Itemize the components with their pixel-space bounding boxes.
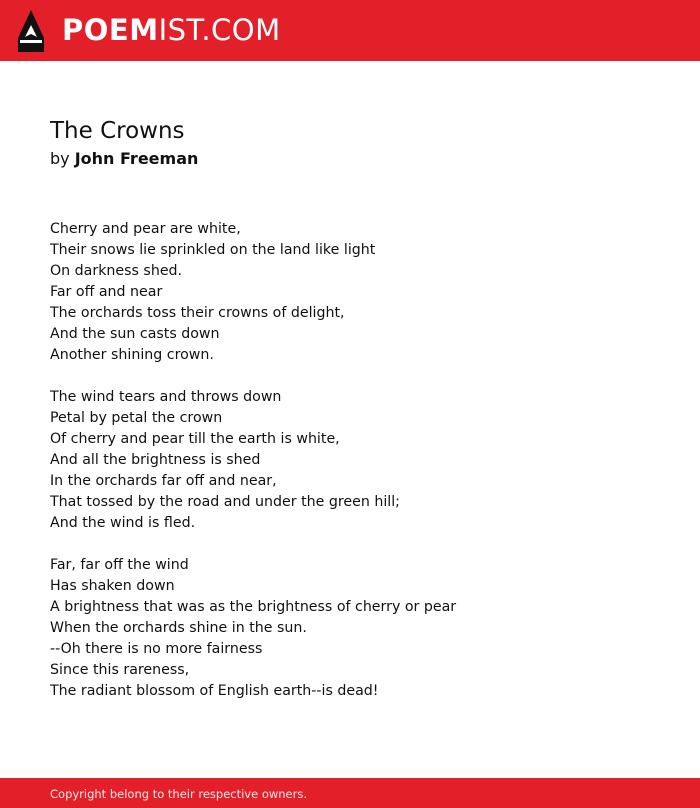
poem-line: Since this rareness, — [50, 662, 190, 678]
poem-line: A brightness that was as the brightness of cherry or pear — [50, 599, 457, 615]
poem-title: The Crowns — [50, 118, 185, 144]
poem-line: Far off and near — [50, 284, 163, 300]
poem-line: That tossed by the road and under the green hill; — [50, 494, 400, 510]
poem-line: Another shining crown. — [50, 347, 214, 363]
poem-line: And all the brightness is shed — [50, 452, 261, 468]
author-name: John Freeman — [74, 149, 199, 168]
stanza-2 — [50, 387, 456, 534]
poem-line: On darkness shed. — [50, 263, 183, 279]
poem-line: And the sun casts down — [50, 326, 220, 342]
site-logo[interactable] — [62, 13, 281, 47]
poem-line: The radiant blossom of English earth--is dead! — [50, 683, 379, 699]
stanza-3 — [50, 555, 456, 702]
poem-line: Their snows lie sprinkled on the land like light — [50, 242, 376, 258]
poem-line: Cherry and pear are white, — [50, 221, 241, 237]
logo-text-bold: POEM — [62, 13, 159, 47]
poem-line: The orchards toss their crowns of delight, — [50, 305, 345, 321]
by-label: by — [50, 149, 70, 168]
poem-line: Far, far off the wind — [50, 557, 189, 573]
poem-line: Of cherry and pear till the earth is white, — [50, 431, 340, 447]
pencil-tip-icon[interactable] — [18, 10, 44, 52]
poem-line: And the wind is fled. — [50, 515, 196, 531]
poem-line: In the orchards far off and near, — [50, 473, 277, 489]
poem-header — [50, 116, 198, 171]
logo-text-light: IST.COM — [158, 13, 281, 47]
poem-line: The wind tears and throws down — [50, 389, 282, 405]
byline — [50, 147, 198, 171]
copyright-notice: Copyright belong to their respective owners. — [50, 787, 308, 801]
poem-line: --Oh there is no more fairness — [50, 641, 263, 657]
site-footer — [0, 778, 700, 808]
poem-line: Petal by petal the crown — [50, 410, 223, 426]
poem-line: Has shaken down — [50, 578, 175, 594]
stanza-1 — [50, 219, 456, 366]
poem-line: When the orchards shine in the sun. — [50, 620, 307, 636]
poem-body — [50, 219, 456, 723]
site-header — [0, 0, 700, 61]
